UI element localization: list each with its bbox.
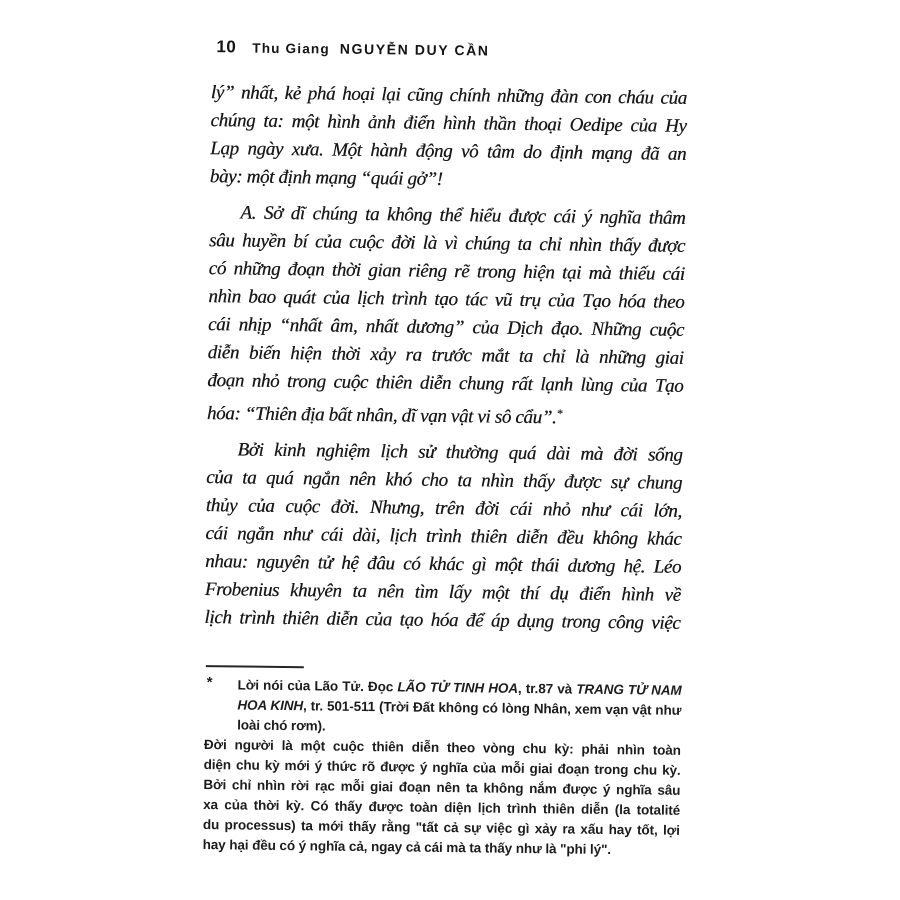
paragraph [207, 199, 686, 434]
text-line: nhau: nguyên tử hệ đâu có khác gì một thái dương hệ. Léo [204, 551, 682, 578]
text-line: Lạp ngày xưa. Một hành động vô tâm do định mạng đã an [210, 138, 687, 165]
body-text [204, 79, 687, 638]
paragraph [204, 436, 682, 638]
running-header [216, 37, 489, 60]
footnote-line: Bởi chỉ nhìn rời rạc mỗi giai đoạn nên ta không nắm được ý nghĩa sâu [203, 777, 681, 798]
paragraph [210, 79, 687, 197]
text-line: bày: một định mạng “quái gở”! [209, 166, 443, 190]
text-line: Bởi kinh nghiệm lịch sử thường quá dài mà đời sống [237, 439, 683, 466]
book-title: LÃO TỬ TINH HOA [397, 679, 519, 696]
text-line: A. Sở dĩ chúng ta không thể hiểu được cái ý nghĩa thâm [240, 202, 686, 229]
running-title: Thu Giang [252, 40, 330, 57]
footnote-line: Đời người là một cuộc thiên diễn theo vòng chu kỳ: phải nhìn toàn [203, 737, 681, 758]
footnote-separator-rule [206, 665, 304, 668]
footnote-line: diện chu kỳ mới ý thức rõ được ý nghĩa của mỗi giai đoạn trong chu kỳ. [203, 757, 681, 778]
text-line: cái ngắn như cái dài, lịch trình thiên diễn đều không khác [205, 523, 682, 550]
footnote-text: , tr. 501-511 (Trời Đất không có lòng Nhân, xem vạn vật như [302, 698, 682, 718]
text-line: cái nhịp “nhất âm, nhất dương” của Dịch đạo. Những cuộc [207, 314, 685, 341]
text-line: diễn biến hiện thời xảy ra trước mắt ta chỉ là những giai [207, 342, 684, 369]
text-line-fragment: hóa: “Thiên địa bất nhân, dĩ vạn vật vi sô cẩu”. [206, 403, 557, 429]
footnote-reference-star: * [556, 406, 563, 421]
text-line: lý” nhất, kẻ phá hoại lại cũng chính những đàn con cháu của [210, 82, 687, 109]
footnote-text: , tr.87 và [517, 680, 577, 697]
book-title: HOA KINH [237, 697, 304, 714]
page-number: 10 [216, 37, 237, 57]
text-line: thủy của cuộc đời. Nhưng, trên đời cái nhỏ như cái lớn, [205, 495, 682, 522]
footnote-line: hay hại đều có ý nghĩa cả, ngay cả cái mà ta thấy như là "phi lý". [202, 837, 612, 858]
text-line: sâu huyền bí của cuộc đời là vì chúng ta chỉ nhìn thấy được [208, 230, 686, 257]
footnote-line: du processus) ta mới thấy rằng "tất cả sự việc gì xảy ra xấu hay tốt, lợi [202, 817, 680, 838]
text-line: lịch trình thiên diễn của tạo hóa để áp dụng trong công việc [204, 607, 681, 634]
text-line: nhìn bao quát của lịch trình tạo tác vũ trụ của Tạo hóa theo [208, 286, 685, 313]
footnote-line: xa của thời kỳ. Có thấy được toàn diện lịch trình thiên diễn (la totalité [203, 797, 681, 818]
footnote-paragraph [203, 735, 681, 861]
text-line: của ta quá ngắn nên khó cho ta nhìn thấy được sự chung [206, 467, 683, 494]
book-title: TRANG TỬ NAM [576, 681, 682, 698]
footnote-text: Lời nói của Lão Tử. Đọc [237, 677, 398, 695]
text-line: Frobenius khuyên ta nên tìm lấy một thí dụ điển hình về [204, 579, 681, 606]
text-line: chúng ta: một hình ảnh điển hình thần thoại Oedipe của Hy [210, 110, 687, 137]
footnote-block [203, 675, 682, 861]
text-line [207, 395, 683, 434]
text-line: có những đoạn thời gian riêng rẽ trong hiện tại mà thiếu cái [208, 258, 685, 285]
footnote-line: loài chó rơm). [237, 717, 326, 734]
text-line: đoạn nhỏ trong cuộc thiên diễn chung rất lạnh lùng của Tạo [207, 370, 684, 397]
footnote-paragraph [204, 675, 682, 741]
footnote-marker: * [206, 674, 213, 692]
author-name: NGUYỄN DUY CẦN [339, 40, 490, 59]
